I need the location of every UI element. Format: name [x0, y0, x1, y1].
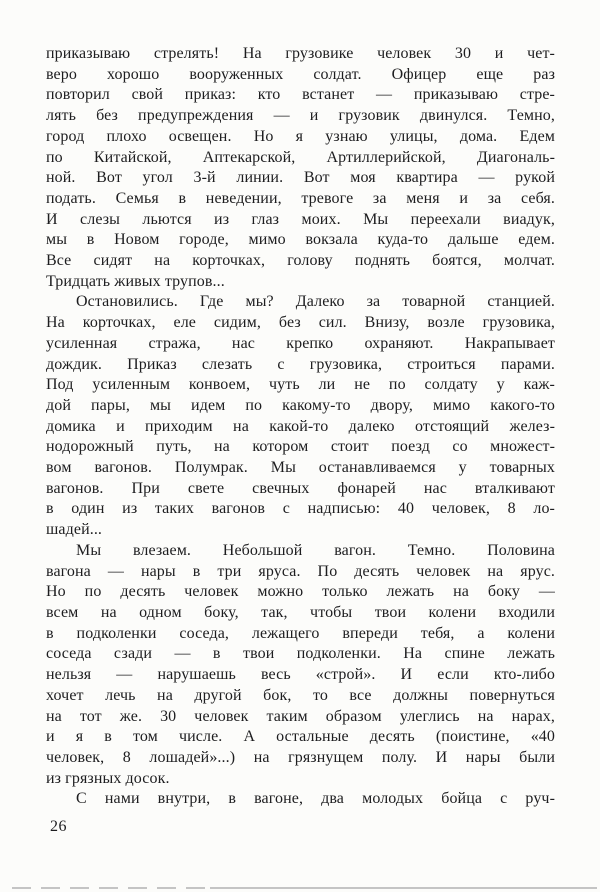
paragraph — [46, 789, 555, 810]
page-number: 26 — [50, 818, 67, 835]
paragraph — [46, 292, 555, 540]
text-line: ной. Вот угол 3-й линии. Вот моя квартира — рукой — [46, 169, 555, 187]
text-line: лять без предупреждения — и грузовик двинулся. Темно, — [46, 107, 555, 125]
text-line: хочет лечь на другой бок, то все должны повернуться — [46, 686, 555, 704]
text-line: Все сидят на корточках, голову поднять боятся, молчат. — [46, 252, 555, 270]
text-line: в один из таких вагонов с надписью: 40 человек, 8 ло- — [46, 500, 555, 518]
text-line: домика и приходим на какой-то далеко отстоящий желез- — [46, 417, 555, 435]
text-line: мы в Новом городе, мимо вокзала куда-то дальше едем. — [46, 231, 555, 249]
text-line: усиленная стража, нас крепко охраняют. Накрапывает — [46, 334, 555, 352]
page-text — [46, 44, 555, 810]
text-line: из грязных досок. — [46, 769, 170, 787]
text-line: повторил свой приказ: кто встанет — приказываю стре- — [46, 86, 555, 104]
text-line: дой пары, мы идем по какому-то двору, мимо какого-то — [46, 396, 555, 414]
text-line: в подколенки соседа, лежащего впереди тебя, а колени — [46, 624, 555, 642]
text-line: нельзя — нарушаешь весь «строй». И если кто-либо — [46, 666, 555, 684]
text-line: вагонов. При свете свечных фонарей нас вталкивают — [46, 479, 555, 497]
text-line: человек, 8 лошадей»...) на грязнущем полу. И нары были — [46, 748, 555, 766]
text-line: Но по десять человек можно только лежать на боку — — [46, 583, 555, 601]
text-line: нодорожный путь, на котором стоит поезд со множест- — [46, 438, 555, 456]
text-line: На корточках, еле сидим, без сил. Внизу, возле грузовика, — [46, 314, 555, 332]
text-line: И слезы льются из глаз моих. Мы переехали виадук, — [46, 210, 555, 228]
text-line: шадей... — [46, 521, 103, 539]
text-line: Под усиленным конвоем, чуть ли не по солдату у каж- — [46, 376, 555, 394]
text-line: по Китайской, Аптекарской, Артиллерийской, Диагональ- — [46, 148, 555, 166]
text-line: город плохо освещен. Но я узнаю улицы, дома. Едем — [46, 127, 555, 145]
text-line: на тот же. 30 человек таким образом улеглись на нарах, — [46, 707, 555, 725]
text-line: Остановились. Где мы? Далеко за товарной станцией. — [76, 293, 555, 311]
text-line: дождик. Приказ слезать с грузовика, строиться парами. — [46, 355, 555, 373]
text-line: приказываю стрелять! На грузовике человек 30 и чет- — [46, 45, 555, 62]
text-line: вом вагонов. Полумрак. Мы останавливаемся у товарных — [46, 459, 555, 477]
text-line: С нами внутри, в вагоне, два молодых бойца с руч- — [76, 790, 555, 808]
text-line: веро хорошо вооруженных солдат. Офицер еще раз — [46, 65, 555, 83]
text-line: и я в том числе. А остальные десять (поистине, «40 — [46, 728, 555, 746]
scan-edge-dashes — [12, 887, 210, 889]
scan-edge-line — [210, 887, 597, 889]
text-line: всем на одном боку, так, чтобы твои колени входили — [46, 603, 555, 621]
text-line: Мы влезаем. Небольшой вагон. Темно. Половина — [76, 541, 555, 559]
paragraph — [46, 44, 555, 292]
paragraph — [46, 541, 555, 789]
text-line: Тридцать живых трупов... — [46, 272, 225, 290]
text-line: подать. Семья в неведении, тревоге за меня и за себя. — [46, 189, 555, 207]
text-line: вагона — нары в три яруса. По десять человек на ярус. — [46, 562, 555, 580]
text-line: соседа сзади — в твои подколенки. На спине лежать — [46, 645, 555, 663]
